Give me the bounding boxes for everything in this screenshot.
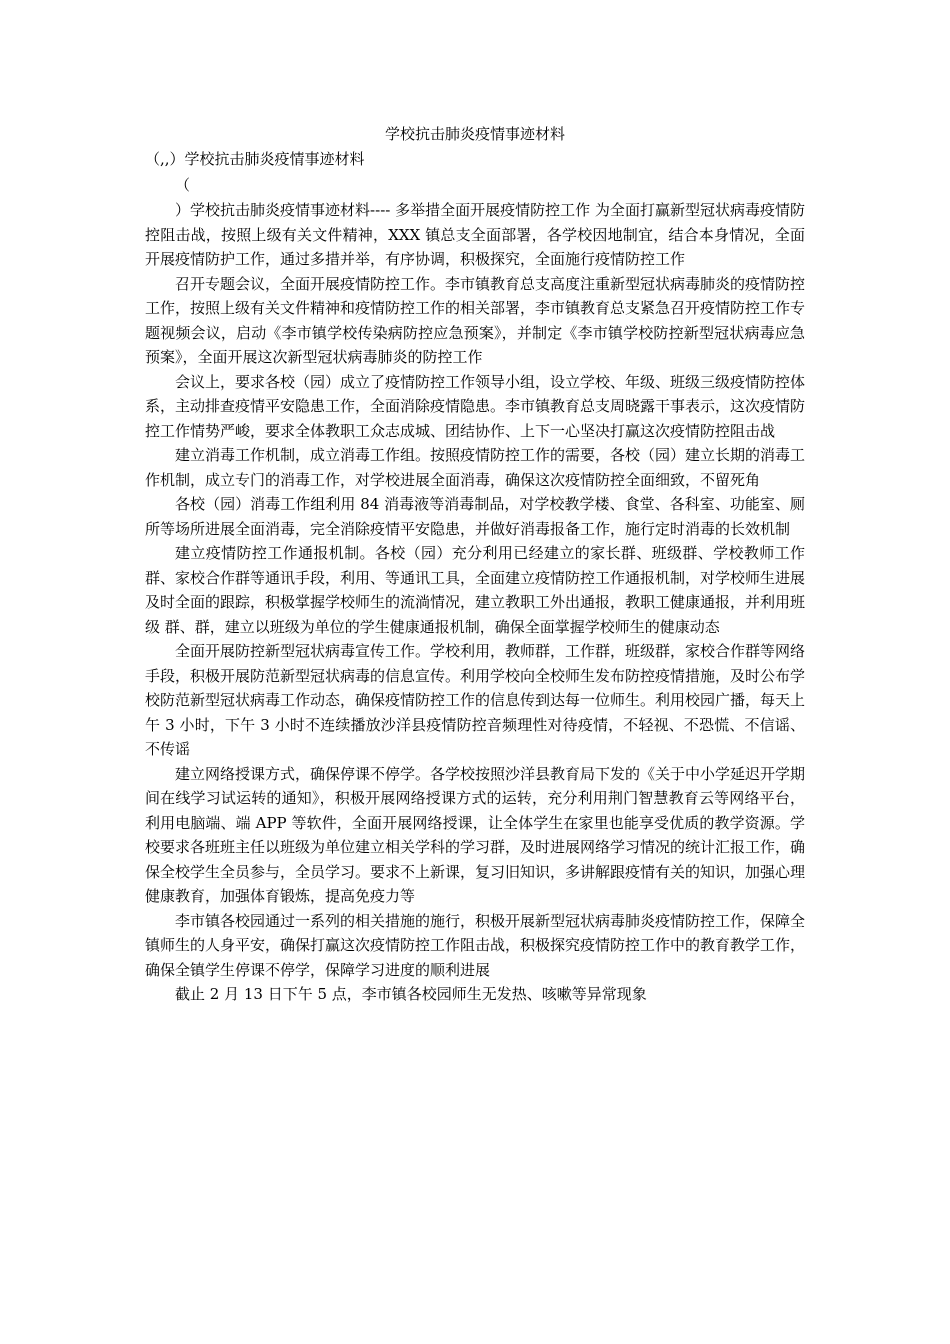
paragraph-publicity: 全面开展防控新型冠状病毒宣传工作。学校利用，教师群，工作群，班级群，家校合作群等网络手段，积极开展防范新型冠状病毒的信息宣传。利用学校向全校师生发布防控疫情措施，及时公布学校防范新型冠状病毒工作动态，确保疫情防控工作的信息传到达每一位师生。利用校园广播，每天上午 3 小时，下午 3 小时不连续播放沙洋县疫情防控音频理性对待疫情，不轻视、不恐慌、不信谣、不传谣 <box>145 642 806 758</box>
paragraph-intro: ）学校抗击肺炎疫情事迹材料---- 多举措全面开展疫情防控工作 为全面打赢新型冠状病毒疫情防控阻击战，按照上级有关文件精神，XXX 镇总支全面部署，各学校因地制宜，结合本身情况，全面开展疫情防护工作，通过多措并举，有序协调，积极探究，全面施行疫情防控工作 <box>145 201 805 268</box>
document-title: 学校抗击肺炎疫情事迹材料 <box>384 125 565 143</box>
paragraph-meeting-detail: 会议上，要求各校（园）成立了疫情防控工作领导小组，设立学校、年级、班级三级疫情防控体系，主动排查疫情平安隐患工作，全面消除疫情隐患。李市镇教育总支周晓露干事表示，这次疫情防控工作情势严峻，要求全体教职工众志成城、团结协作、上下一心坚决打赢这次疫情防控阻击战 <box>145 372 806 440</box>
paragraph-summary: 李市镇各校园通过一系列的相关措施的施行，积极开展新型冠状病毒肺炎疫情防控工作，保障全镇师生的人身平安，确保打赢这次疫情防控工作阻击战，积极探究疫情防控工作中的教育教学工作，确保全镇学生停课不停学，保障学习进度的顺利进展 <box>145 911 806 979</box>
document-page <box>145 122 805 1007</box>
document-subtitle: （,,）学校抗击肺炎疫情事迹材料 <box>145 150 365 168</box>
paren-line: （ <box>175 176 191 194</box>
paragraph-online-teaching: 建立网络授课方式，确保停课不停学。各学校按照沙洋县教育局下发的《关于中小学延迟开学期间在线学习试运转的通知》，积极开展网络授课方式的运转，充分利用荆门智慧教育云等网络平台，利用电脑端、端 APP 等软件，全面开展网络授课，让全体学生在家里也能享受优质的教学资源。学校要求各班班主任以班级为单位建立相关学科的学习群，及时进展网络学习情况的统计汇报工作，确保全校学生全员参与，全员学习。要求不上新课，复习旧知识，多讲解跟疫情有关的知识，加强心理健康教育，加强体育锻炼，提高免疫力等 <box>145 764 806 905</box>
paragraph-disinfection: 建立消毒工作机制，成立消毒工作组。按照疫情防控工作的需要，各校（园）建立长期的消毒工作机制，成立专门的消毒工作，对学校进展全面消毒，确保这次疫情防控全面细致，不留死角 <box>145 446 806 489</box>
paragraph-reporting: 建立疫情防控工作通报机制。各校（园）充分利用已经建立的家长群、班级群、学校教师工作群、家校合作群等通讯手段，利用、等通讯工具，全面建立疫情防控工作通报机制，对学校师生进展及时全面的跟踪，积极掌握学校师生的流淌情况，建立教职工外出通报，教职工健康通报，并利用班级 群、群，建立以班级为单位的学生健康通报机制，确保全面掌握学校师生的健康动态 <box>145 544 806 636</box>
paragraph-meeting: 召开专题会议，全面开展疫情防控工作。李市镇教育总支高度注重新型冠状病毒肺炎的疫情防控工作，按照上级有关文件精神和疫情防控工作的相关部署，李市镇教育总支紧急召开疫情防控工作专题视频会议，启动《李市镇学校传染病防控应急预案》，并制定《李市镇学校防控新型冠状病毒应急预案》，全面开展这次新型冠状病毒肺炎的防控工作 <box>145 274 806 366</box>
paragraph-status: 截止 2 月 13 日下午 5 点，李市镇各校园师生无发热、咳嗽等异常现象 <box>175 985 647 1003</box>
paragraph-disinfection-detail: 各校（园）消毒工作组利用 84 消毒液等消毒制品，对学校教学楼、食堂、各科室、功能室、厕所等场所进展全面消毒，完全消除疫情平安隐患，并做好消毒报备工作，施行定时消毒的长效机制 <box>145 495 805 538</box>
